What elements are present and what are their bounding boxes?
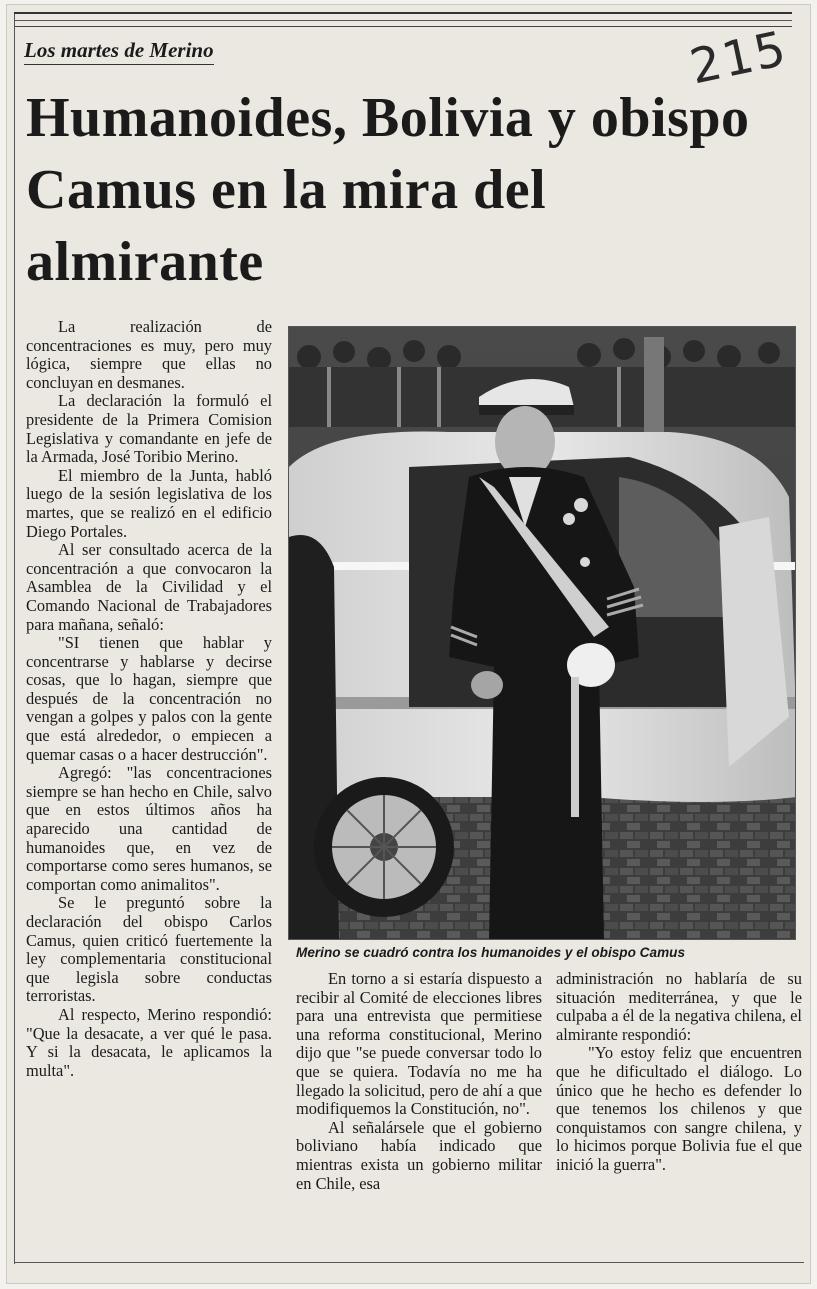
article-column-3: [556, 970, 802, 1175]
paragraph: Al ser consultado acerca de la concentración a que convocaron la Asamblea de la Civilidad y el Comando Nacional de Trabajadores para mañana, señaló:: [26, 540, 272, 634]
handwritten-number: 215: [685, 20, 793, 96]
paragraph: Agregó: "las concentraciones siempre se han hecho en Chile, salvo que en estos últimos años ha aparecido una cantidad de humanoides que, en vez de comportarse como seres humanos, se comportan como animalitos".: [26, 763, 272, 894]
top-rule: [14, 12, 792, 21]
paragraph: Al señalársele que el gobierno boliviano había indicado que mientras exista un gobierno militar en Chile, esa: [296, 1117, 542, 1193]
article-column-2: [296, 970, 542, 1193]
top-rule-thin: [14, 26, 792, 27]
section-kicker: Los martes de Merino: [24, 38, 214, 65]
article-column-1: [26, 318, 272, 1080]
paragraph: "Yo estoy feliz que encuentren que he dificultado el diálogo. Lo único que he hecho es defender lo que tenemos los chilenos y que conquistamos con sangre chilena, y lo hicimos porque Bolivia fue el que inició la guerra".: [556, 1043, 802, 1174]
paragraph: Se le preguntó sobre la declaración del obispo Carlos Camus, quien criticó fuertemente la ley complementaria constitucional que legisla sobre conductas terroristas.: [26, 893, 272, 1006]
paragraph: La realización de concentraciones es muy, pero muy lógica, siempre que ellas no concluyan en desmanes.: [26, 317, 272, 392]
paragraph: Al respecto, Merino respondió: "Que la desacate, a ver qué le pasa. Y si la desacata, le aplicamos la multa".: [26, 1004, 272, 1080]
photo-caption: Merino se cuadró contra los humanoides y el obispo Camus: [296, 945, 686, 960]
paragraph: El miembro de la Junta, habló luego de la sesión legislativa de los martes, que se realizó en el edificio Diego Portales.: [26, 465, 272, 541]
paragraph: En torno a si estaría dispuesto a recibir al Comité de elecciones libres para una entrevista que permitiese una reforma constitucional, Merino dijo que "se puede conversar todo lo que se quiera. Todavía no me ha llegado la solicitud, pero de ahí a que modifiquemos la Constitución, no".: [296, 969, 542, 1119]
paragraph: "SI tienen que hablar y concentrarse y hablarse y decirse cosas, que lo hagan, siempre que después de la concentración no vengan a golpes y palos con la gente que está alrededor, o empiecen a quemar casas o a hacer destrucción".: [26, 633, 272, 764]
bottom-rule: [14, 1262, 804, 1263]
left-rule: [14, 14, 15, 1264]
paragraph: La declaración la formuló el presidente de la Primera Comision Legislativa y comandante en jefe de la Armada, José Toribio Merino.: [26, 391, 272, 467]
news-photo: [288, 326, 796, 940]
headline: Humanoides, Bolivia y obispo Camus en la mira del almirante: [26, 87, 750, 293]
paragraph: administración no hablaría de su situación mediterránea, y que le culpaba a él de la negativa chilena, el almirante respondió:: [556, 969, 802, 1044]
